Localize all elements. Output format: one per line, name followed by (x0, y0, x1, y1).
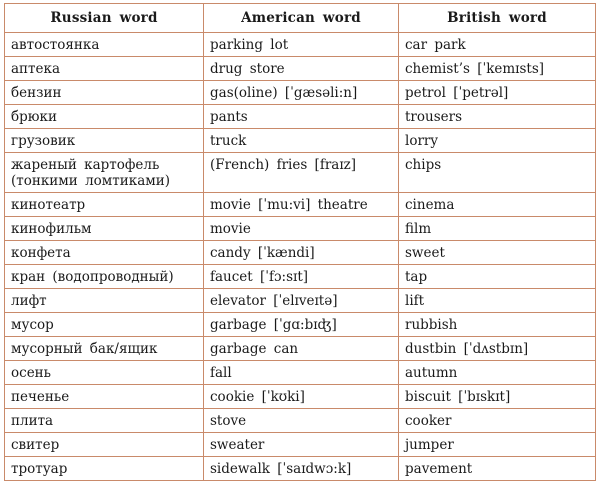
cell-russian: грузовик (5, 129, 204, 153)
cell-russian: тротуар (5, 457, 204, 481)
cell-russian: автостоянка (5, 33, 204, 57)
cell-british: sweet (399, 241, 596, 265)
cell-american: pants (204, 105, 399, 129)
cell-russian: печенье (5, 385, 204, 409)
cell-american: garbage [ˈgɑ:bɪʤ] (204, 313, 399, 337)
table-row (5, 433, 596, 457)
cell-british: chips (399, 153, 596, 193)
cell-russian: мусор (5, 313, 204, 337)
table-header-row (5, 4, 596, 33)
table-row (5, 217, 596, 241)
cell-british: cooker (399, 409, 596, 433)
cell-american: (French) fries [fraɪz] (204, 153, 399, 193)
cell-british: biscuit [ˈbɪskɪt] (399, 385, 596, 409)
table-row (5, 33, 596, 57)
cell-russian: кинофильм (5, 217, 204, 241)
table-row (5, 265, 596, 289)
cell-russian: бензин (5, 81, 204, 105)
cell-american: sweater (204, 433, 399, 457)
cell-american: elevator [ˈelɪveɪtə] (204, 289, 399, 313)
cell-american: faucet [ˈfɔ:sɪt] (204, 265, 399, 289)
table-row (5, 129, 596, 153)
table-row (5, 409, 596, 433)
cell-russian: конфета (5, 241, 204, 265)
cell-russian: мусорный бак/ящик (5, 337, 204, 361)
cell-british: chemist’s [ˈkemɪsts] (399, 57, 596, 81)
cell-russian: кинотеатр (5, 193, 204, 217)
cell-american: fall (204, 361, 399, 385)
cell-russian: аптека (5, 57, 204, 81)
cell-british: pavement (399, 457, 596, 481)
table-row (5, 361, 596, 385)
cell-russian: жареный картофель (тонкими ломтиками) (5, 153, 204, 193)
cell-russian: осень (5, 361, 204, 385)
cell-american: cookie [ˈkʊki] (204, 385, 399, 409)
cell-british: petrol [ˈpetrəl] (399, 81, 596, 105)
cell-american: parking lot (204, 33, 399, 57)
cell-american: gas(oline) [ˈgæsəli:n] (204, 81, 399, 105)
table-row (5, 153, 596, 193)
cell-british: film (399, 217, 596, 241)
cell-russian: лифт (5, 289, 204, 313)
table-row (5, 81, 596, 105)
cell-american: drug store (204, 57, 399, 81)
cell-american: movie (204, 217, 399, 241)
cell-british: lorry (399, 129, 596, 153)
cell-american: truck (204, 129, 399, 153)
table-body (5, 33, 596, 481)
cell-british: autumn (399, 361, 596, 385)
table-row (5, 385, 596, 409)
header-american-word: American word (204, 4, 399, 33)
cell-british: rubbish (399, 313, 596, 337)
vocabulary-table-container (4, 3, 595, 481)
table-row (5, 337, 596, 361)
cell-russian: брюки (5, 105, 204, 129)
cell-american: candy [ˈkændi] (204, 241, 399, 265)
table-row (5, 241, 596, 265)
cell-british: trousers (399, 105, 596, 129)
cell-british: jumper (399, 433, 596, 457)
cell-british: car park (399, 33, 596, 57)
table-row (5, 105, 596, 129)
cell-american: sidewalk [ˈsaɪdwɔ:k] (204, 457, 399, 481)
cell-british: tap (399, 265, 596, 289)
cell-american: stove (204, 409, 399, 433)
vocabulary-table (4, 3, 596, 481)
table-row (5, 57, 596, 81)
cell-russian: свитер (5, 433, 204, 457)
cell-american: garbage can (204, 337, 399, 361)
table-row (5, 193, 596, 217)
cell-russian: плита (5, 409, 204, 433)
table-row (5, 457, 596, 481)
cell-british: dustbin [ˈdʌstbɪn] (399, 337, 596, 361)
header-british-word: British word (399, 4, 596, 33)
cell-russian: кран (водопроводный) (5, 265, 204, 289)
header-russian-word: Russian word (5, 4, 204, 33)
table-row (5, 289, 596, 313)
table-row (5, 313, 596, 337)
cell-british: lift (399, 289, 596, 313)
cell-british: cinema (399, 193, 596, 217)
cell-american: movie [ˈmu:vi] theatre (204, 193, 399, 217)
